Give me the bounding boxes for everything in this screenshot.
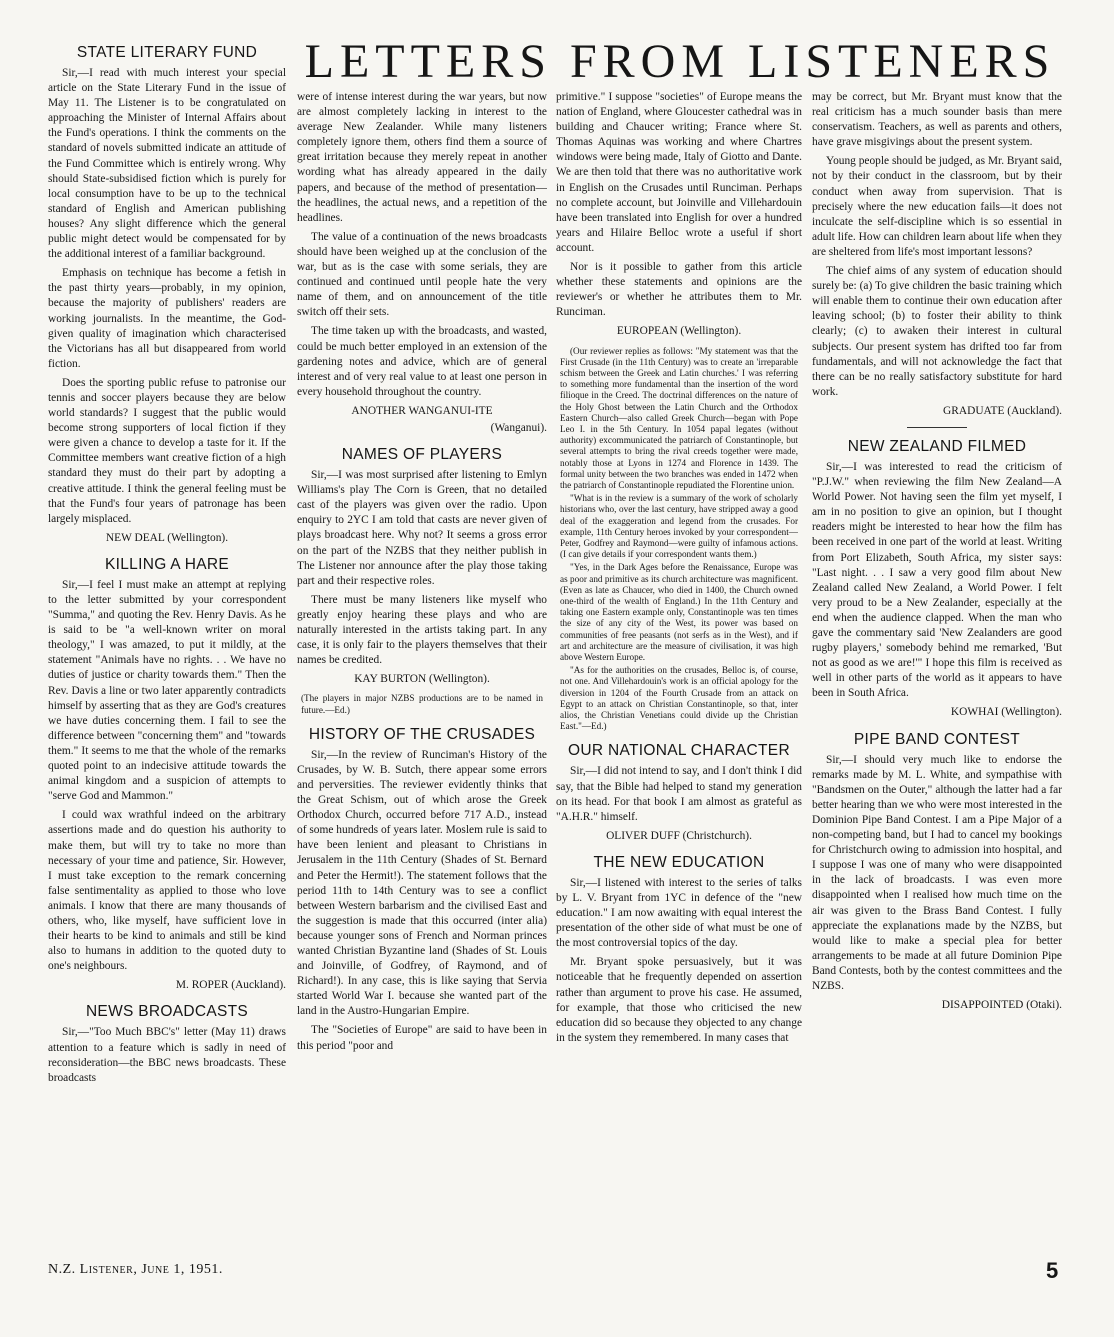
masthead: LETTERS FROM LISTENERS <box>304 35 1056 88</box>
letter-paragraph: Sir,—I was most surprised after listening to Emlyn Williams's play The Corn is Green, that no detailed cast of the players was given over the radio. Upon enquiry to 2YC I am told that casts are never given of plays broadcast here. Why not? It seems a gross error on the part of the NZBS that they neither publish in The Listener nor announce after the play those taking part and their respective roles. <box>297 469 547 587</box>
column-3 <box>556 90 802 1279</box>
editor-note: (The players in major NZBS productions are to be named in future.—Ed.) <box>301 693 543 715</box>
heading-the-new-education: THE NEW EDUCATION <box>593 853 765 871</box>
letter-paragraph: Mr. Bryant spoke persuasively, but it was noticeable that he frequently depended on assertion rather than argument to prove his case. He assumed, for example, that those who criticised the new education did so because they objected to any change in the system they remembered. In many cases that <box>556 956 802 1044</box>
letter-paragraph: Sir,—"Too Much BBC's" letter (May 11) draws attention to a feature which is sadly in need of reconsideration—the BBC news broadcasts. These broadcasts <box>48 1026 286 1084</box>
letter-paragraph: may be correct, but Mr. Bryant must know that the real criticism has a much sounder basis than mere conservatism. Teachers, as well as parents and others, have grave misgivings about the present system. <box>812 91 1062 149</box>
signature: GRADUATE (Auckland). <box>943 404 1062 417</box>
signature-location: (Wanganui). <box>490 421 547 434</box>
publication-line: N.Z. Listener, June 1, 1951. <box>48 1262 223 1277</box>
letter-paragraph: Does the sporting public refuse to patronise our tennis and soccer players because they are below world standards? I suggest that the public would become strong supporters of local fiction if they were given a chance to develop a taste for it. If the Committee members want creative fiction of a high standard they must do their part by adopting a creative attitude. I think the general feeling must be that the Fund's four years of patronage has been largely misplaced. <box>48 376 286 525</box>
signature: M. ROPER (Auckland). <box>175 979 286 992</box>
reply-paragraph: "What is in the review is a summary of the work of scholarly historians who, over the last century, have stripped away a good deal of the exaggeration and legend from the crusades. For example, 11th Century heroes invoked by your correspondent—Peter, Godfrey and Raymond—were guilty of infamous actions. (I can give details if your correspondent wants them.) <box>560 493 798 560</box>
letter-paragraph: Sir,—I should very much like to endorse the remarks made by M. L. White, and sympathise with "Bandsmen on the Outer," although the latter had a far better hearing than we who were most interested in the Dominion Pipe Band Contest. I am a Pipe Major of a non-competing band, but I had to cancel my bookings for Christchurch owing to admission into hospital, and I suppose I was one of many who were disappointed in the lack of broadcasts. I was even more disappointed when I realised how much time on the air was given to the Brass Band Contest. I fully appreciate the explanations made by the NZBS, but would like to make a special plea for better arrangements to be made at all future Dominion Pipe Band Contests, both by the contest committees and the NZBS. <box>812 753 1062 992</box>
letter-paragraph: Sir,—I feel I must make an attempt at replying to the letter submitted by your correspondent "Summa," and quoting the Rev. Henry Davis. As he is said to be "a well-known writer on moral theology," I was amazed, to put it mildly, at the statement "Animals have no rights. . . We have no duties of justice or charity towards them." Then the Rev. Davis a line or two later apparently contradicts himself by asserting that as they are God's creatures we have duties concerning them. I fail to see the difference between "concerning them" and "towards them." It seems to me that the whole of the remarks quoted point to an indecisive attitude towards the animal kingdom and a suspicion of attempts to "serve God and Mammon." <box>48 578 286 803</box>
letter-paragraph: Sir,—I read with much interest your special article on the State Literary Fund in the issue of May 11. The Listener is to be congratulated on approaching the Minister of Internal Affairs about the Fund's operations. I think the comments on the standard of novels submitted indicate an attitude of the Fund Committee which is entirely wrong. Why should State-subsidised fiction which is purely for local consumption have to be up to the technical standard of English and American publishing houses? Any slight difference which the general public might detect would be compensated for by the additional interest of a familiar background. <box>48 67 286 261</box>
heading-our-national-character: OUR NATIONAL CHARACTER <box>568 742 790 760</box>
reply-paragraph: "Yes, in the Dark Ages before the Renaissance, Europe was as poor and primitive as its church architecture was magnificent. (Even as late as Chaucer, who died in 1400, the Church owned one-third of the wealth of England.) In the 11th Century and taking one Eastern example only, Constantinople was ten times the size of any city of the West, its power was based on communities of free peasants (not serfs as in the West), and if art and architecture are the measure of civilisation, it was high above Western Europe. <box>560 562 798 662</box>
column-1 <box>48 44 286 1279</box>
heading-pipe-band-contest: PIPE BAND CONTEST <box>853 730 1021 748</box>
letter-paragraph: The value of a continuation of the news broadcasts should have been weighed up at the conclusion of the war, but as is the case with some serials, they are continued and continued until people hate the very name of them, and on announcement of the title switch off their sets. <box>297 230 547 319</box>
column-2 <box>297 90 547 1279</box>
heading-history-of-the-crusades: HISTORY OF THE CRUSADES <box>308 725 536 743</box>
letter-paragraph: Emphasis on technique has become a fetish in the past thirty years—probably, in my opinion, because the majority of publishers' readers are working journalists. In the meantime, the God-given quality of imagination which characterised the Victorians has all but disappeared from world fiction. <box>48 267 286 370</box>
letter-paragraph: Sir,—I did not intend to say, and I don't think I did say, that the Bible had helped to stand my generation on its head. For that book I am almost as grateful as "A.H.R." himself. <box>556 765 802 823</box>
heading-killing-a-hare: KILLING A HARE <box>105 555 229 573</box>
page-number: 5 <box>1046 1258 1059 1283</box>
signature: ANOTHER WANGANUI-ITE <box>351 404 493 417</box>
letter-paragraph: The "Societies of Europe" are said to have been in this period "poor and <box>297 1024 547 1052</box>
signature: NEW DEAL (Wellington). <box>105 531 229 544</box>
section-divider <box>907 427 967 428</box>
reply-paragraph: (Our reviewer replies as follows: "My statement was that the First Crusade (in the 11th Century) was to create an 'irreparable schism between the Greek and Latin churches.' I was referring to something more fundamental than the insertion of the word filioque in the Creed. The doctrinal differences on the nature of the Holy Ghost between the Latin Church and the Orthodox Eastern Church—also called Greek Church—began with Pope Leo I. in the 5th Century. In 1054 papal legates (without authority) excommunicated the patriarch of Constantinople, but several attempts to bring the rival creeds together were made, notably those at Lyons in 1274 and Florence in 1439. The formal unity between the two branches was ended in 1472 when the patriarch of Constantinople repudiated the Florentine union. <box>560 345 798 490</box>
signature: KAY BURTON (Wellington). <box>354 673 490 686</box>
letter-paragraph: Young people should be judged, as Mr. Bryant said, not by their conduct in the classroom, but by their conduct when away from supervision. That is precisely where the new education fails—it does not inculcate the self-discipline which is so essential in adult life. How can children learn about life when they are sheltered from life's most important lessons? <box>812 155 1062 258</box>
heading-new-zealand-filmed: NEW ZEALAND FILMED <box>847 437 1027 455</box>
column-4 <box>812 90 1062 1279</box>
letter-paragraph: Sir,—In the review of Runciman's History of the Crusades, by W. B. Sutch, there appear some errors and perversities. The reviewer evidently thinks that the Great Schism, out of which arose the Greek Orthodox Church, occurred before 717 A.D., instead of some hundreds of years later. Moslem rule is said to have been lenient and pleasant to Christians in Jerusalem in the 11th Century (Shades of St. Bernard and Peter the Hermit!). The statement follows that the period 11th to 14th Century was to see a conflict between Western barbarism and the civilised East and the suggestion is made that this occurred (inter alia) because younger sons of French and Norman princes wanted Christian Byzantine land (Shades of St. Louis and Joinville, of Godfrey, of Raymond, and of Richard!). In any case, this is like saying that Servia started World War I. because she wanted part of the land in the Austro-Hungarian Empire. <box>297 748 547 1018</box>
letter-paragraph: Sir,—I listened with interest to the series of talks by L. V. Bryant from 1YC in defence of the "new education." I am now awaiting with equal interest the presentation of the other side of what must be one of the most controversial topics of the day. <box>556 876 802 950</box>
reply-paragraph: "As for the authorities on the crusades, Belloc is, of course, not one. And Villehardouin's work is an official apology for the diversion in 1204 of the Fourth Crusade from an attack on Egypt to an attack on Christian Constantinople, so that, inter alios, the Christian Venetians could divide up the Christian East."—Ed.) <box>560 665 798 732</box>
heading-state-literary-fund: STATE LITERARY FUND <box>76 44 258 61</box>
heading-names-of-players: NAMES OF PLAYERS <box>341 446 503 464</box>
signature: EUROPEAN (Wellington). <box>616 325 742 338</box>
letter-paragraph: were of intense interest during the war years, but now are almost completely lacking in interest to the average New Zealander. While many listeners completely ignore them, others find them a source of great irritation because they merely repeat in another wording what has already appeared in the daily papers, and because of the method of presentation—the headlines, the actual news, and a repetition of the headlines. <box>297 91 547 224</box>
letter-paragraph: The chief aims of any system of education should surely be: (a) To give children the basic training which will enable them to continue their own education after leaving school; (b) to foster their ability to think clearly; (c) to awaken their interest in cultural subjects. Our present system has drifted too far from fundamentals, and will not acknowledge the fact that there can be no really satisfactory substitute for hard work. <box>812 265 1062 398</box>
letter-paragraph: primitive." I suppose "societies" of Europe means the nation of England, where Gloucester cathedral was in building and Chaucer writing; France where St. Thomas Aquinas was working and where Chartres windows were being made, Italy of Giotto and Dante. We are then told that there was no authoritative work in English on the Crusades until Runciman. Perhaps no complete account, but Joinville and Villehardouin have been translated into English for over a hundred years and Hilaire Belloc wrote a useful if short account. <box>556 91 802 254</box>
heading-news-broadcasts: NEWS BROADCASTS <box>85 1003 249 1021</box>
letter-paragraph: I could wax wrathful indeed on the arbitrary assertions made and do question his authority to make them, but will try to take no more than necessary of your time and patience, Sir. However, I must take exception to the remark concerning false sentimentality as applied to those who love animals. I know that there are many thousands of others, who, like myself, have sufficient love in their hearts to be kind to animals and still be kind also to humans in addition to the quoted duty to one's neighbours. <box>48 809 286 973</box>
letter-paragraph: The time taken up with the broadcasts, and wasted, could be much better employed in an extension of the gardening notes and advice, which are of general interest and of very real value to at least one person in every household throughout the country. <box>297 325 547 398</box>
signature: OLIVER DUFF (Christchurch). <box>606 829 752 842</box>
signature: KOWHAI (Wellington). <box>950 706 1062 719</box>
letter-paragraph: There must be many listeners like myself who greatly enjoy hearing these plays and who are naturally interested in the artists taking part. In any case, it is only fair to the players themselves that their names be credited. <box>297 593 547 667</box>
reviewer-reply <box>560 346 798 733</box>
letter-paragraph: Nor is it possible to gather from this article whether these statements and opinions are the reviewer's or whether he attributes them to Mr. Runciman. <box>556 261 802 319</box>
signature: DISAPPOINTED (Otaki). <box>941 999 1062 1012</box>
letter-paragraph: Sir,—I was interested to read the criticism of "P.J.W." when reviewing the film New Zealand—A World Power. Not having seen the film yet myself, I am in no position to give an opinion, but I thought readers might be interested to hear how the film has been received in one part of the world at least. Writing from Port Elizabeth, South Africa, my sister says: "Last night. . . I saw a very good film about New Zealand called New Zealand, a World Power. I felt very proud to be a New Zealander, especially at the end when the audience clapped. When the man who gave the commentary said 'New Zealanders are good rugby players,' somebody behind me remarked, 'But not as good as we are!'" I hope this film is received as well in other parts of the world as it appears to have been in South Africa. <box>812 460 1062 700</box>
